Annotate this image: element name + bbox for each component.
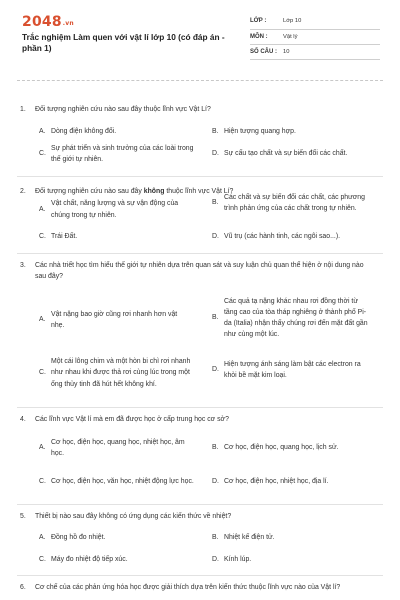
info-label: SỐ CÂU :	[250, 44, 283, 59]
option-letter: D.	[212, 478, 219, 486]
option-letter: B.	[212, 199, 219, 207]
question-number: 2.	[20, 188, 26, 195]
question-4-text	[20, 414, 376, 425]
option-text: Hiện tượng quang hợp.	[224, 128, 296, 136]
info-row-subject	[250, 29, 380, 44]
option-text: Một cái lông chim và một hòn bi chì rơi nhanh như nhau khi được thả rơi cùng lúc trong một ống thủy tinh đã hút hết không khí.	[51, 358, 191, 388]
option-letter: C.	[39, 150, 46, 158]
question-stem-emphasis: không	[143, 188, 165, 195]
question-stem: Các nhà triết học tìm hiểu thế giới tự nhiên dựa trên quan sát và suy luận chủ quan thể hiện ở nội dung nào sau đây?	[35, 262, 364, 281]
question-1-option-a[interactable]	[39, 126, 199, 138]
question-1-text	[20, 104, 376, 115]
info-value: 10	[283, 44, 380, 59]
question-stem: Cơ chế của các phản ứng hóa học được giải thích dựa trên kiến thức thuộc lĩnh vực nào của Vật lí?	[35, 584, 341, 591]
option-letter: D.	[212, 366, 219, 374]
info-row-count	[250, 44, 380, 59]
option-letter: A.	[39, 316, 46, 324]
option-letter: C.	[39, 369, 46, 377]
site-logo[interactable]	[22, 14, 74, 30]
question-5-option-b[interactable]	[212, 532, 377, 544]
option-text: Dòng điện không đổi.	[51, 128, 117, 136]
option-text: Sự cấu tạo chất và sự biến đổi các chất.	[224, 150, 348, 158]
question-3-text	[20, 260, 376, 282]
option-letter: B.	[212, 314, 219, 322]
info-value: Lớp 10	[283, 14, 380, 29]
question-2-option-d[interactable]	[212, 231, 377, 243]
question-4-option-d[interactable]	[212, 476, 377, 488]
question-5-option-d[interactable]	[212, 554, 377, 566]
info-label: MÔN :	[250, 29, 283, 44]
question-3-option-c[interactable]	[39, 348, 204, 398]
question-4-option-c[interactable]	[39, 470, 199, 494]
question-number: 1.	[20, 106, 26, 113]
option-text: Các chất và sự biến đổi các chất, các phương trình phản ứng của các chất trong tự nhiên.	[224, 193, 365, 212]
question-number: 4.	[20, 416, 26, 423]
question-1-option-c[interactable]	[39, 142, 199, 166]
option-text: Vũ trụ (các hành tinh, các ngôi sao...).	[224, 233, 341, 241]
page-title: Trắc nghiệm Làm quen với vật lí lớp 10 (có đáp án - phần 1)	[22, 32, 225, 53]
option-text: Nhiệt kế điện tử.	[224, 534, 275, 542]
question-5-text	[20, 511, 376, 522]
option-letter: C.	[39, 478, 46, 486]
option-text: Máy đo nhiệt độ tiếp xúc.	[51, 556, 128, 564]
option-text: Các quả tạ nặng khác nhau rơi đồng thời từ tầng cao của tòa tháp nghiêng ở thành phố Pi-da (Italia) nhận thấy chúng rơi đến mặt đất gần như cùng một lúc.	[224, 297, 368, 339]
logo-suffix: .vn	[62, 20, 74, 27]
question-number: 3.	[20, 262, 26, 269]
question-3-option-a[interactable]	[39, 300, 199, 340]
option-text: Hiện tượng ánh sáng làm bật các electron ra khỏi bề mặt kim loại.	[224, 360, 361, 379]
option-text: Sự phát triển và sinh trưởng của các loài trong thế giới tự nhiên.	[51, 144, 194, 163]
question-1-option-d[interactable]	[212, 142, 377, 166]
option-letter: A.	[39, 444, 46, 452]
question-6-text	[20, 582, 376, 593]
option-text: Cơ học, điện học, quang học, nhiệt học, âm học.	[51, 438, 185, 457]
option-letter: A.	[39, 205, 46, 213]
option-text: Trái Đất.	[51, 233, 78, 241]
info-label: LỚP :	[250, 14, 283, 29]
option-letter: A.	[39, 128, 46, 136]
question-4-option-b[interactable]	[212, 442, 377, 454]
option-text: Kính lúp.	[224, 556, 252, 564]
option-letter: D.	[212, 556, 219, 564]
option-letter: D.	[212, 233, 219, 241]
option-letter: C.	[39, 233, 46, 241]
question-2-option-b[interactable]	[212, 184, 377, 222]
question-5-option-a[interactable]	[39, 532, 199, 544]
question-separator	[17, 176, 383, 177]
question-separator	[17, 407, 383, 408]
question-1-option-b[interactable]	[212, 126, 372, 138]
question-stem: Các lĩnh vực Vật lí mà em đã được học ở cấp trung học cơ sở?	[35, 416, 229, 423]
question-stem: Đối tượng nghiên cứu nào sau đây thuộc lĩnh vực Vật Lí?	[35, 106, 211, 113]
question-separator	[17, 253, 383, 254]
option-text: Vật chất, năng lượng và sự vận động của chúng trong tự nhiên.	[51, 200, 179, 219]
option-letter: B.	[212, 534, 219, 542]
option-text: Đồng hồ đo nhiệt.	[51, 534, 106, 542]
question-3-option-b[interactable]	[212, 293, 377, 343]
option-letter: D.	[212, 150, 219, 158]
info-value: Vật lý	[283, 29, 380, 44]
question-stem-part: Đối tượng nghiên cứu nào sau đây	[35, 188, 144, 195]
option-letter: C.	[39, 556, 46, 564]
info-row-class	[250, 14, 380, 29]
header-divider	[17, 80, 383, 81]
question-number: 5.	[20, 513, 26, 520]
question-2-option-a[interactable]	[39, 192, 199, 227]
question-number: 6.	[20, 584, 26, 591]
option-letter: B.	[212, 444, 219, 452]
option-letter: A.	[39, 534, 46, 542]
question-4-option-a[interactable]	[39, 436, 199, 460]
option-letter: B.	[212, 128, 219, 136]
logo-text: 2048	[22, 14, 62, 30]
question-2-option-c[interactable]	[39, 231, 199, 243]
question-stem-part: thuộc lĩnh vực Vật Lí?	[164, 188, 234, 195]
option-text: Cơ học, điện học, văn học, nhiệt động lực học.	[51, 478, 194, 486]
option-text: Vật nặng bao giờ cũng rơi nhanh hơn vật nhẹ.	[51, 310, 178, 329]
question-5-option-c[interactable]	[39, 554, 199, 566]
option-text: Cơ học, điện học, quang học, lịch sử.	[224, 444, 339, 452]
question-separator	[17, 504, 383, 505]
quiz-info-table	[250, 14, 380, 60]
question-stem: Thiết bị nào sau đây không có ứng dụng các kiến thức về nhiệt?	[35, 513, 232, 520]
page-header	[0, 0, 400, 72]
question-3-option-d[interactable]	[212, 352, 377, 388]
question-separator	[17, 575, 383, 576]
option-text: Cơ học, điện học, nhiệt học, địa lí.	[224, 478, 329, 486]
